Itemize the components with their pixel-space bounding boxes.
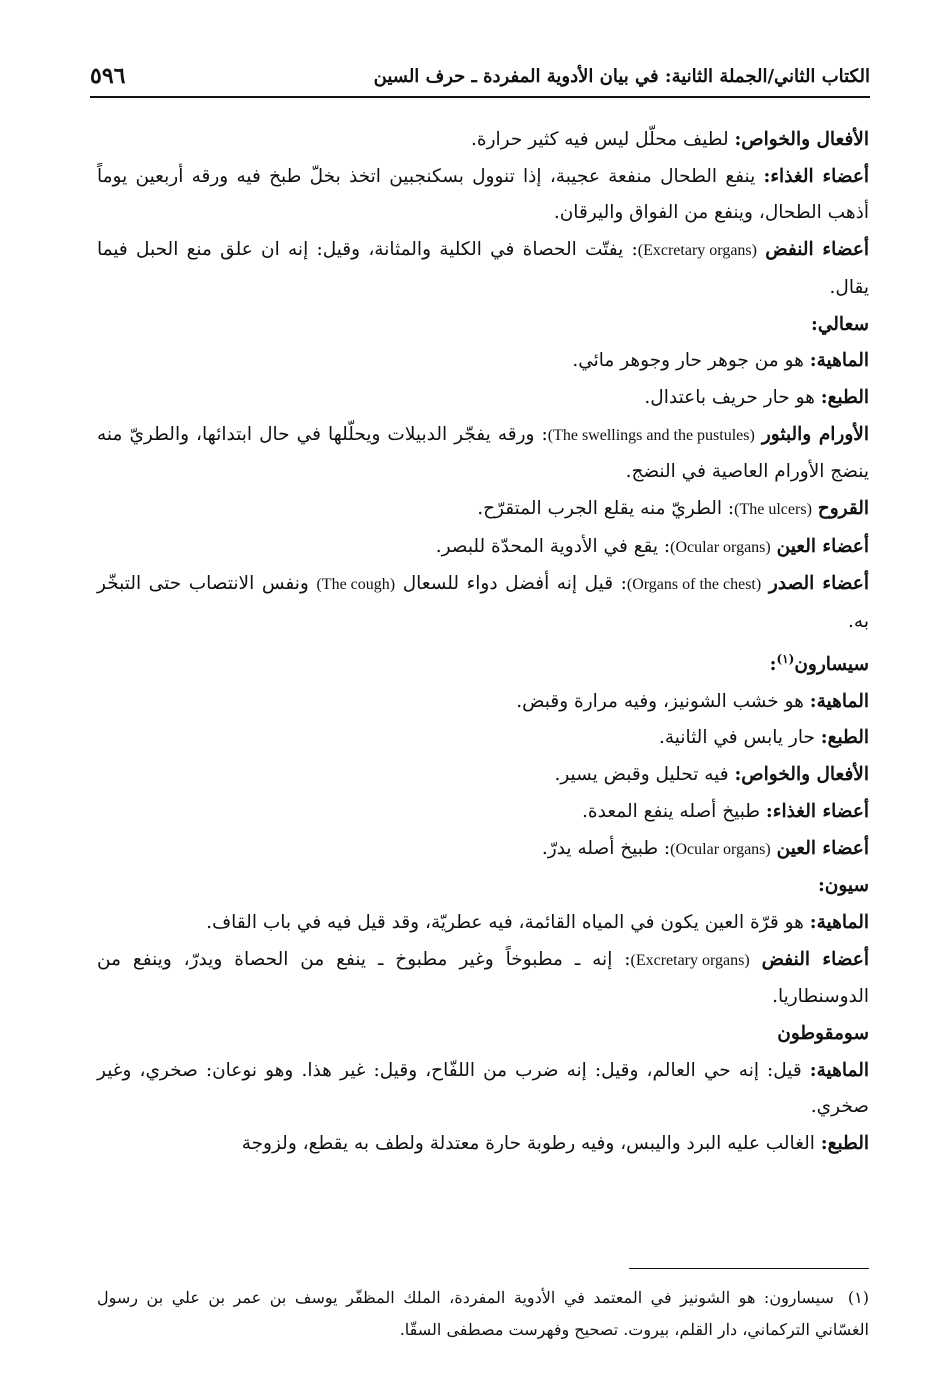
english-gloss: (The ulcers) — [734, 501, 812, 519]
paragraph — [97, 417, 869, 491]
paragraph — [97, 566, 869, 640]
entry-heading: سيون: — [817, 875, 869, 897]
paragraph-text: ونفس الانتصاب حتى التبخّر به. — [97, 573, 869, 633]
paragraph-text: : قيل إنه أفضل دواء للسعال — [395, 573, 627, 595]
paragraph — [97, 831, 869, 869]
entry-heading-text: سيسارون — [794, 654, 869, 675]
paragraph — [97, 380, 869, 417]
english-gloss: (Ocular organs) — [670, 538, 771, 556]
paragraph-text: الغالب عليه البرد واليبس، وفيه رطوبة حارة معتدلة ولطف به يقطع، ولزوجة — [241, 1133, 821, 1155]
term-label: الماهية: — [809, 350, 869, 372]
paragraph-text: هو قرّة العين يكون في المياه القائمة، فيه عطريّة، وقد قيل فيه في باب القاف. — [206, 911, 810, 933]
paragraph-text: حار يابس في الثانية. — [658, 727, 821, 749]
entry-heading-colon: : — [769, 654, 777, 675]
paragraph — [97, 491, 869, 529]
paragraph-text: ينفع الطحال منفعة عجيبة، إذا تنوول بسكنجبين اتخذ بخلّ طبخ فيه ورقه أربعين يوماً أذهب الطحال، وينفع من الفواق واليرقان. — [97, 165, 869, 224]
paragraph — [97, 794, 869, 831]
paragraph-text: : يقع في الأدوية المحدّة للبصر. — [435, 535, 671, 557]
footnote-text: سيسارون: هو الشونيز في المعتمد في الأدوية المفردة، الملك المظفّر يوسف بن عمر بن علي بن رسول الغسّاني التركماني، دار القلم، بيروت. تصحيح وفهرست مصطفى السقّا. — [97, 1288, 869, 1339]
footnote-marker[interactable]: (١) — [776, 651, 795, 666]
paragraph — [97, 905, 869, 942]
term-label: أعضاء العين — [776, 535, 869, 557]
paragraph-text: : الطريّ منه يقلع الجرب المتقرّح. — [477, 498, 735, 520]
footnote — [97, 1282, 869, 1346]
paragraph — [97, 942, 869, 1016]
paragraph — [97, 159, 869, 232]
term-label: أعضاء الصدر — [768, 573, 869, 595]
term-label: الأفعال والخواص: — [734, 129, 869, 150]
term-label: أعضاء العين — [776, 837, 869, 859]
paragraph — [97, 684, 869, 721]
running-header — [90, 56, 870, 98]
running-title: الكتاب الثاني/الجملة الثانية: في بيان الأدوية المفردة ـ حرف السين — [373, 65, 870, 87]
paragraph — [97, 720, 869, 757]
paragraph-text: فيه تحليل وقبض يسير. — [554, 764, 735, 786]
paragraph-text: : طبيخ أصله يدرّ. — [541, 837, 671, 859]
paragraph — [97, 1053, 869, 1126]
paragraph-text: هو حار حريف باعتدال. — [644, 386, 821, 408]
entry-heading: سعالي: — [811, 313, 869, 335]
term-label: الطبع: — [820, 1133, 869, 1155]
term-label: أعضاء الغذاء: — [763, 165, 869, 187]
paragraph — [97, 122, 869, 159]
english-gloss: (The swellings and the pustules) — [547, 426, 755, 444]
term-label: أعضاء النفض — [761, 948, 869, 970]
main-text — [97, 122, 869, 1163]
english-gloss: (The cough) — [316, 576, 396, 594]
paragraph-text: لطيف محلّل ليس فيه كثير حرارة. — [471, 129, 735, 150]
paragraph — [97, 343, 869, 380]
paragraph-text: قيل: إنه حي العالم، وقيل: إنه ضرب من اللفّاح، وقيل: غير هذا. وهو نوعان: صخري، وغير صخري. — [97, 1059, 869, 1118]
term-label: القروح — [817, 498, 869, 520]
paragraph-text: : ورقه يفجّر الدبيلات ويحلّلها في حال ابتدائها، والطريّ منه ينضج الأورام العاصية في النضج. — [97, 423, 869, 483]
term-label: الأورام والبثور — [761, 423, 869, 445]
footnotes — [97, 1282, 869, 1346]
term-label: الأفعال والخواص: — [734, 764, 869, 786]
paragraph — [97, 1126, 869, 1163]
footnote-divider — [629, 1268, 869, 1269]
term-label: الماهية: — [809, 911, 869, 933]
term-label: أعضاء النفض — [765, 239, 869, 261]
entry-heading: سومقوطون — [777, 1023, 869, 1045]
paragraph-text: هو من جوهر حار وجوهر مائي. — [572, 350, 810, 372]
paragraph — [97, 757, 869, 794]
entry-heading — [97, 641, 869, 684]
english-gloss: (Excretary organs) — [637, 242, 757, 260]
term-label: الماهية: — [809, 690, 869, 712]
paragraph-text: طبيخ أصله ينفع المعدة. — [582, 800, 766, 822]
term-label: الطبع: — [820, 727, 869, 749]
term-label: الطبع: — [820, 386, 869, 408]
paragraph-text: : يفتّت الحصاة في الكلية والمثانة، وقيل: إنه ان علق منع الحبل فيما يقال. — [97, 239, 869, 298]
term-label: أعضاء الغذاء: — [765, 800, 869, 822]
english-gloss: (Excretary organs) — [630, 951, 750, 969]
paragraph — [97, 232, 869, 306]
footnote-number: (١) — [847, 1288, 869, 1307]
paragraph-text: هو خشب الشونيز، وفيه مرارة وقبض. — [516, 690, 810, 712]
english-gloss: (Organs of the chest) — [626, 576, 762, 594]
english-gloss: (Ocular organs) — [670, 840, 771, 858]
paragraph-text: : إنه ـ مطبوخاً وغير مطبوخ ـ ينفع من الحصاة ويدرّ، وينفع من الدوسنطاريا. — [97, 948, 869, 1008]
term-label: الماهية: — [809, 1059, 869, 1081]
paragraph — [97, 529, 869, 567]
page-number: ٥٩٦ — [90, 63, 126, 89]
